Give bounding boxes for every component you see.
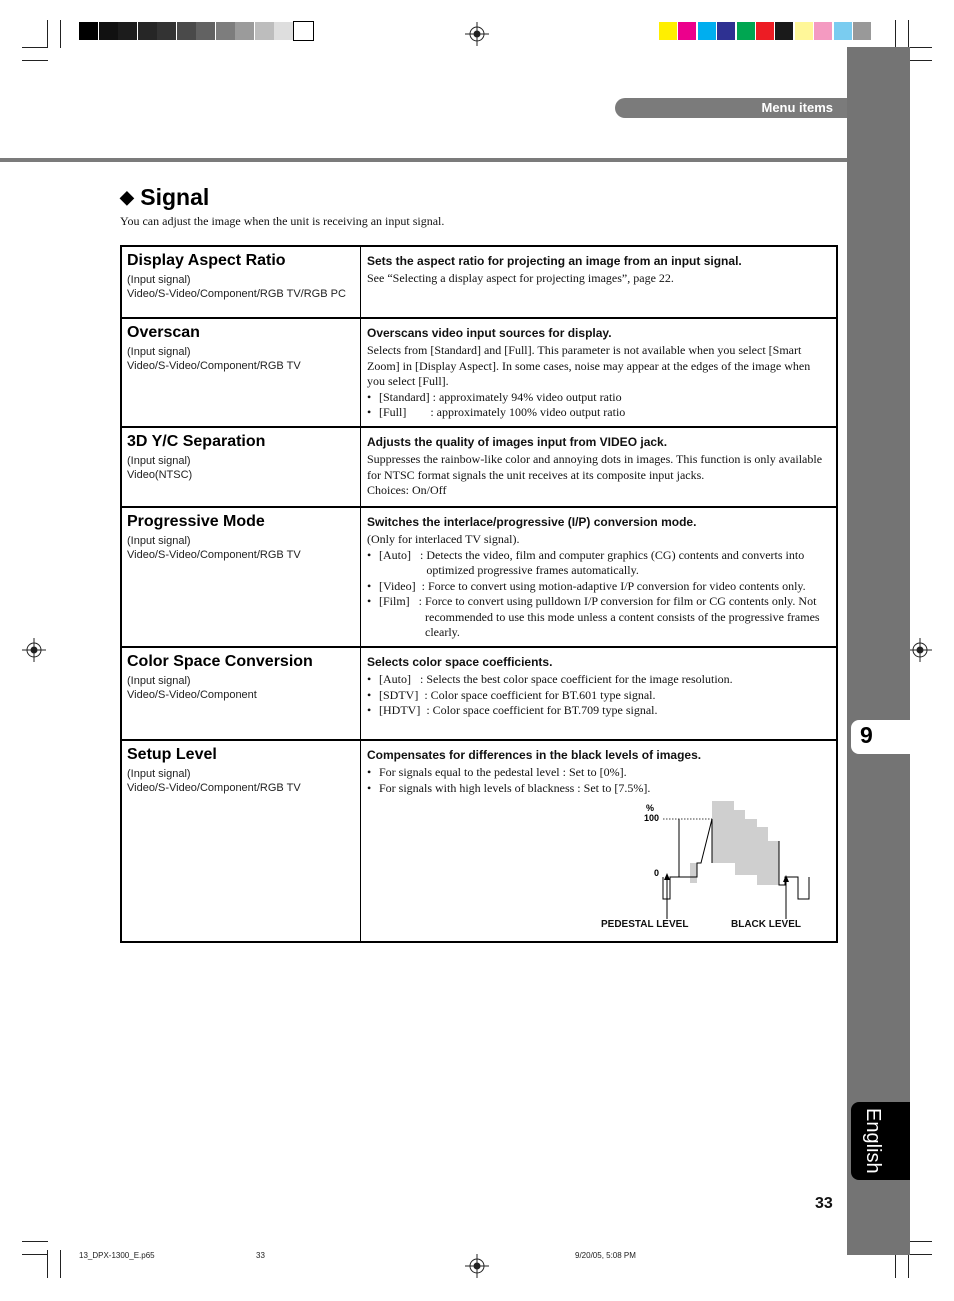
color-swatch bbox=[795, 22, 813, 40]
settings-table bbox=[120, 245, 838, 943]
list-item: • [Film] : Force to convert using pulldown I/P conversion for film or CG contents only. Not recommended to use this mode unless a content consists of the progressive frames clearly. bbox=[367, 594, 830, 641]
list-item: • [SDTV] : Color space coefficient for BT.601 type signal. bbox=[367, 688, 830, 704]
signal-label: (Input signal) bbox=[127, 274, 191, 286]
signal-label: (Input signal) bbox=[127, 455, 191, 467]
setting-name: Color Space Conversion bbox=[127, 653, 313, 670]
page-number: 33 bbox=[815, 1195, 833, 1212]
section-tab-label: Menu items bbox=[761, 100, 833, 115]
table-row bbox=[122, 428, 836, 508]
list-item: • [HDTV] : Color space coefficient for BT.709 type signal. bbox=[367, 703, 830, 719]
setting-description-cell bbox=[361, 319, 836, 426]
color-swatch bbox=[659, 22, 677, 40]
section-tab bbox=[615, 98, 847, 118]
table-row bbox=[122, 508, 836, 648]
diamond-bullet-icon: ◆ bbox=[120, 187, 134, 207]
black-level-label: BLACK LEVEL bbox=[731, 919, 801, 930]
list-item: • [Standard] : approximately 94% video output ratio bbox=[367, 390, 830, 406]
setting-lead: Switches the interlace/progressive (I/P) conversion mode. bbox=[367, 515, 697, 529]
signal-types: Video/S-Video/Component bbox=[127, 689, 257, 701]
setting-lead: Adjusts the quality of images input from VIDEO jack. bbox=[367, 435, 668, 449]
signal-types: Video/S-Video/Component/RGB TV bbox=[127, 360, 301, 372]
gray-swatch bbox=[79, 22, 98, 40]
setting-name-cell bbox=[122, 247, 361, 317]
setting-text: See “Selecting a display aspect for projecting images”, page 22. bbox=[367, 271, 674, 285]
chapter-number: 9 bbox=[860, 722, 873, 748]
chapter-label: Menu bbox=[822, 774, 844, 825]
language-label: English bbox=[862, 1108, 884, 1174]
registration-target-right-icon bbox=[908, 638, 932, 662]
list-item: • [Auto] : Detects the video, film and computer graphics (CG) contents and converts into optimized progressive frames automatically. bbox=[367, 548, 830, 579]
table-row bbox=[122, 648, 836, 741]
gray-swatch bbox=[118, 22, 137, 40]
setting-text: (Only for interlaced TV signal). bbox=[367, 532, 520, 546]
color-swatch bbox=[756, 22, 774, 40]
color-swatch bbox=[717, 22, 735, 40]
setting-choices: Choices: On/Off bbox=[367, 483, 447, 497]
setting-description-cell bbox=[361, 648, 836, 739]
list-item: • For signals with high levels of blackness : Set to [7.5%]. bbox=[367, 781, 830, 797]
list-item: • [Full] : approximately 100% video output ratio bbox=[367, 405, 830, 421]
staircase-shading bbox=[690, 801, 779, 885]
setting-name: 3D Y/C Separation bbox=[127, 433, 266, 450]
gray-swatch bbox=[216, 22, 235, 40]
signal-label: (Input signal) bbox=[127, 535, 191, 547]
setting-name: Progressive Mode bbox=[127, 513, 265, 530]
page-title bbox=[120, 184, 209, 211]
color-swatch bbox=[737, 22, 755, 40]
diagram-unit-label: % bbox=[645, 803, 654, 813]
header-rule bbox=[0, 158, 847, 162]
signal-types: Video/S-Video/Component/RGB TV bbox=[127, 549, 301, 561]
setting-lead: Compensates for differences in the black levels of images. bbox=[367, 748, 702, 762]
footer-file-name: 13_DPX-1300_E.p65 bbox=[79, 1251, 155, 1260]
signal-types: Video/S-Video/Component/RGB TV bbox=[127, 782, 301, 794]
setting-name: Display Aspect Ratio bbox=[127, 252, 286, 269]
setting-name-cell bbox=[122, 741, 361, 941]
page-title-text: Signal bbox=[140, 184, 210, 210]
setting-lead: Overscans video input sources for display. bbox=[367, 326, 612, 340]
setting-lead: Selects color space coefficients. bbox=[367, 655, 553, 669]
table-row bbox=[122, 319, 836, 428]
color-swatch bbox=[678, 22, 696, 40]
color-swatch bbox=[834, 22, 852, 40]
setting-lead: Sets the aspect ratio for projecting an image from an input signal. bbox=[367, 254, 742, 268]
color-swatch bbox=[814, 22, 832, 40]
setting-description-cell bbox=[361, 428, 836, 506]
list-item: • [Auto] : Selects the best color space coefficient for the image resolution. bbox=[367, 672, 830, 688]
setting-name-cell bbox=[122, 319, 361, 426]
setting-name: Setup Level bbox=[127, 746, 217, 763]
gray-swatch bbox=[255, 22, 274, 40]
signal-label: (Input signal) bbox=[127, 346, 191, 358]
setting-text: Selects from [Standard] and [Full]. This parameter is not available when you select [Smart Zoom] in [Display Aspect]. In some cases, noise may appear at the edges of the image when you select [Full]. bbox=[367, 343, 811, 388]
setup-level-diagram bbox=[599, 797, 815, 929]
registration-target-bottom-icon bbox=[465, 1254, 489, 1278]
gray-swatch bbox=[235, 22, 254, 40]
footer-file-page: 33 bbox=[256, 1251, 265, 1260]
diagram-tick-0: 0 bbox=[653, 868, 659, 878]
signal-types: Video/S-Video/Component/RGB TV/RGB PC bbox=[127, 288, 346, 300]
diagram-tick-100: 100 bbox=[643, 813, 659, 823]
color-swatch bbox=[853, 22, 871, 40]
color-swatch bbox=[775, 22, 793, 40]
signal-label: (Input signal) bbox=[127, 768, 191, 780]
gray-swatch bbox=[177, 22, 196, 40]
chapter-sidebar bbox=[847, 47, 910, 1255]
setting-description-cell bbox=[361, 741, 836, 941]
signal-label: (Input signal) bbox=[127, 675, 191, 687]
gray-swatch bbox=[99, 22, 118, 40]
table-row bbox=[122, 741, 836, 941]
setting-name-cell bbox=[122, 508, 361, 646]
list-item: • [Video] : Force to convert using motion-adaptive I/P conversion for video contents only. bbox=[367, 579, 830, 595]
color-swatch bbox=[698, 22, 716, 40]
gray-swatch bbox=[138, 22, 157, 40]
setting-name-cell bbox=[122, 648, 361, 739]
list-item: • For signals equal to the pedestal level : Set to [0%]. bbox=[367, 765, 830, 781]
setting-name: Overscan bbox=[127, 324, 200, 341]
setting-name-cell bbox=[122, 428, 361, 506]
gray-swatch bbox=[157, 22, 176, 40]
gray-swatch bbox=[196, 22, 215, 40]
registration-target-left-icon bbox=[22, 638, 46, 662]
setting-description-cell bbox=[361, 247, 836, 317]
footer-timestamp: 9/20/05, 5:08 PM bbox=[575, 1251, 636, 1260]
gray-swatch bbox=[274, 22, 293, 40]
gray-swatch bbox=[294, 22, 313, 40]
table-row bbox=[122, 247, 836, 319]
setting-description-cell bbox=[361, 508, 836, 646]
signal-types: Video(NTSC) bbox=[127, 469, 193, 481]
intro-text: You can adjust the image when the unit is receiving an input signal. bbox=[120, 214, 445, 228]
setting-text: Suppresses the rainbow-like color and annoying dots in images. This function is only available for NTSC format signals the unit receives at its composite input jacks. bbox=[367, 452, 823, 482]
registration-target-top-icon bbox=[465, 22, 489, 46]
pedestal-level-label: PEDESTAL LEVEL bbox=[601, 919, 689, 930]
